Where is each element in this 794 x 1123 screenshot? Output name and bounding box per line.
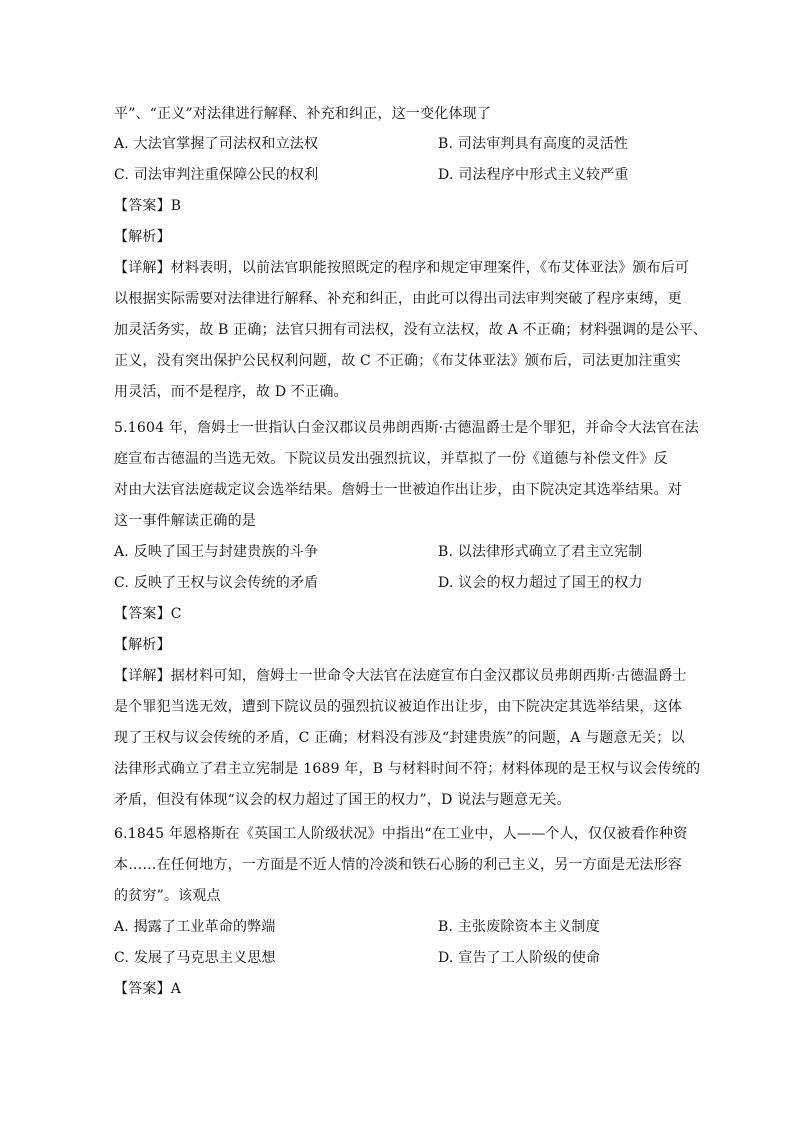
q4-detail-line-1: 【详解】材料表明，以前法官职能按照既定的程序和规定审理案件，《布艾体亚法》颁布后可 [114, 260, 690, 276]
q4-detail-line-3: 加灵活务实，故 B 正确；法官只拥有司法权，没有立法权，故 A 不正确；材料强调的是公平、 [114, 322, 708, 338]
q5-stem-line-3: 对由大法官法庭裁定议会选举结果。詹姆士一世被迫作出让步，由下院决定其选举结果。对 [114, 482, 682, 498]
q5-detail-line-5: 矛盾，但没有体现“议会的权力超过了国王的权力”，D 说法与题意无关。 [114, 792, 571, 808]
q4-option-d: D. 司法程序中形式主义较严重 [438, 167, 629, 183]
q6-stem-line-2: 本……在任何地方，一方面是不近人情的冷淡和铁石心肠的利己主义，另一方面是无法形容 [114, 857, 682, 873]
q5-analysis-label: 【解析】 [114, 637, 171, 653]
q4-stem-tail: 平”、“正义”对法律进行解释、补充和纠正，这一变化体现了 [114, 106, 492, 122]
q6-stem-line-3: 的贫穷”。该观点 [114, 888, 221, 904]
q4-detail-line-4: 正义，没有突出保护公民权利问题，故 C 不正确；《布艾体亚法》颁布后，司法更加注重实 [114, 353, 682, 369]
q6-option-d: D. 宣告了工人阶级的使命 [438, 950, 601, 966]
q4-answer: 【答案】B [114, 198, 182, 214]
q5-detail-line-4: 法律形式确立了君主立宪制是 1689 年，B 与材料时间不符；材料体现的是王权与议会传统的 [114, 761, 701, 777]
q4-detail-line-5: 用灵活，而不是程序，故 D 不正确。 [114, 384, 348, 400]
q5-answer: 【答案】C [114, 606, 182, 622]
q4-option-b: B. 司法审判具有高度的灵活性 [438, 136, 629, 152]
q5-option-b: B. 以法律形式确立了君主立宪制 [438, 544, 643, 560]
q4-option-a: A. 大法官掌握了司法权和立法权 [114, 136, 319, 152]
q4-detail-line-2: 以根据实际需要对法律进行解释、补充和纠正，由此可以得出司法审判突破了程序束缚，更 [114, 291, 682, 307]
q6-option-a: A. 揭露了工业革命的弊端 [114, 919, 276, 935]
q5-option-a: A. 反映了国王与封建贵族的斗争 [114, 544, 319, 560]
q5-stem-line-1: 5.1604 年，詹姆士一世指认白金汉郡议员弗朗西斯·古德温爵士是个罪犯，并命令大法官在法 [114, 420, 699, 436]
q5-detail-line-1: 【详解】据材料可知，詹姆士一世命令大法官在法庭宣布白金汉郡议员弗朗西斯·古德温爵士 [114, 668, 687, 684]
q6-option-c: C. 发展了马克思主义思想 [114, 950, 276, 966]
q6-option-b: B. 主张废除资本主义制度 [438, 919, 600, 935]
q5-stem-line-4: 这一事件解读正确的是 [114, 513, 256, 529]
q5-detail-line-3: 现了王权与议会传统的矛盾，C 正确；材料没有涉及“封建贵族”的问题，A 与题意无关；以 [114, 730, 685, 746]
q6-answer: 【答案】A [114, 981, 182, 997]
q5-detail-line-2: 是个罪犯当选无效，遭到下院议员的强烈抗议被迫作出让步，由下院决定其选举结果，这体 [114, 699, 682, 715]
q4-option-c: C. 司法审判注重保障公民的权利 [114, 167, 319, 183]
q5-option-d: D. 议会的权力超过了国王的权力 [438, 575, 643, 591]
q6-stem-line-1: 6.1845 年恩格斯在《英国工人阶级状况》中指出“在工业中，人——个人，仅仅被看作种资 [114, 826, 688, 842]
q4-analysis-label: 【解析】 [114, 229, 171, 245]
q5-option-c: C. 反映了王权与议会传统的矛盾 [114, 575, 319, 591]
q5-stem-line-2: 庭宣布古德温的当选无效。下院议员发出强烈抗议，并草拟了一份《道德与补偿文件》反 [114, 451, 668, 467]
